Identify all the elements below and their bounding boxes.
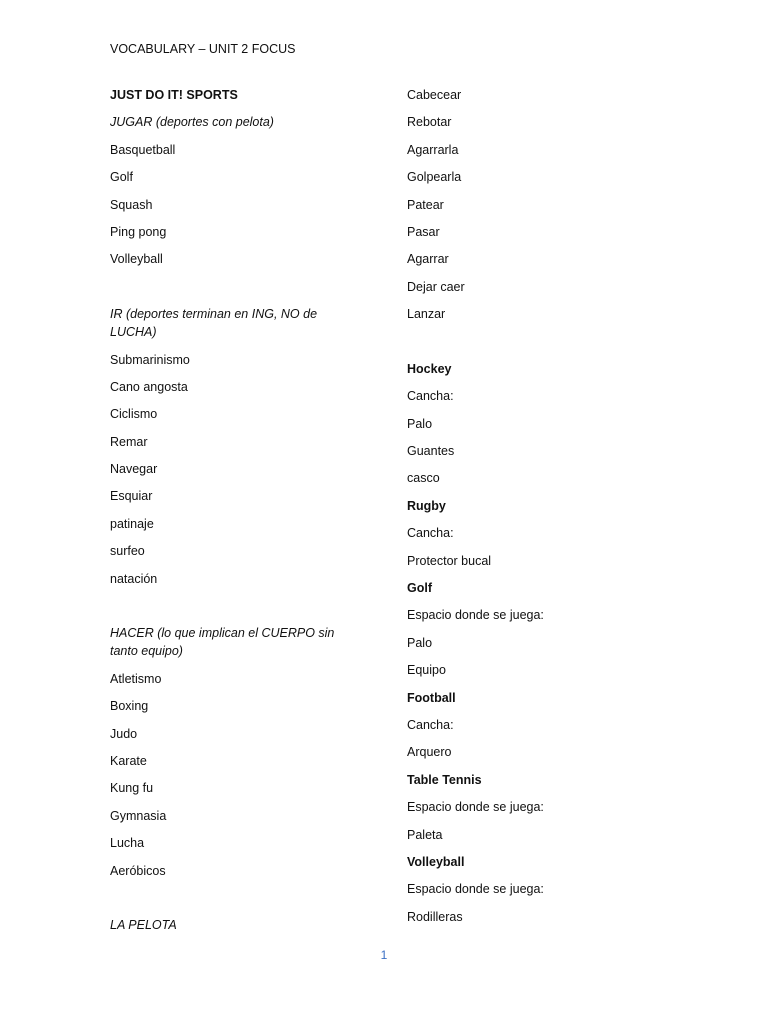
section-heading: Rugby (407, 498, 446, 513)
vocab-item: Protector bucal (407, 553, 492, 568)
vocab-item: Paleta (407, 827, 443, 842)
vocab-item: Cabecear (407, 88, 462, 102)
vocab-item: Guantes (407, 444, 455, 459)
section-heading: HACER (lo que implican el CUERPO sin tanto equipo) (110, 626, 335, 659)
vocab-item: Navegar (110, 462, 158, 477)
page-number: 1 (380, 948, 388, 962)
vocab-item: Basquetball (110, 142, 176, 157)
vocab-item: Pasar (407, 224, 440, 239)
vocab-item: Submarinismo (110, 352, 190, 367)
vocab-item: natación (110, 571, 158, 586)
vocab-item: Agarrarla (407, 142, 459, 157)
vocab-item: Lanzar (407, 307, 446, 322)
section-heading: Volleyball (407, 854, 465, 869)
vocab-item: Kung fu (110, 781, 154, 796)
vocab-item: Espacio donde se juega: (407, 608, 544, 623)
vocab-item: Arquero (407, 745, 452, 760)
section-heading: Hockey (407, 361, 452, 376)
vocab-item: patinaje (110, 516, 154, 531)
vocab-item: Atletismo (110, 671, 162, 686)
vocab-item: Espacio donde se juega: (407, 800, 544, 815)
vocab-item: Equipo (407, 663, 446, 678)
vocab-item: Golf (110, 170, 133, 185)
section-heading: JUGAR (deportes con pelota) (110, 115, 274, 130)
vocab-item: Ping pong (110, 224, 167, 239)
vocab-item: Espacio donde se juega: (407, 882, 544, 897)
vocab-item: Volleyball (110, 252, 163, 267)
vocab-item: casco (407, 471, 440, 486)
vocab-item: Golpearla (407, 170, 462, 185)
vocab-item: Ciclismo (110, 407, 158, 422)
vocab-item: Lucha (110, 836, 145, 851)
vocab-item: Esquiar (110, 489, 153, 504)
blank-line (110, 597, 345, 624)
vocab-item: Gymnasia (110, 808, 167, 823)
blank-line (110, 889, 345, 916)
section-heading: JUST DO IT! SPORTS (110, 88, 238, 102)
vocab-item: Cancha: (407, 717, 454, 732)
vocab-item: Palo (407, 635, 433, 650)
vocab-item: surfeo (110, 544, 145, 559)
vocab-item: Rebotar (407, 115, 452, 130)
section-heading: Golf (407, 581, 432, 596)
vocab-item: Squash (110, 197, 153, 212)
vocab-item: Cano angosta (110, 379, 188, 394)
section-heading: LA PELOTA (110, 918, 177, 933)
vocab-item: Judo (110, 726, 138, 741)
vocab-item: Patear (407, 197, 444, 212)
vocab-item: Karate (110, 753, 147, 768)
right-column (407, 86, 642, 935)
section-heading: Football (407, 690, 456, 705)
vocab-item: Agarrar (407, 252, 449, 267)
vocab-item: Cancha: (407, 526, 454, 541)
vocab-item: Dejar caer (407, 279, 465, 294)
blank-line (110, 278, 345, 305)
document-header: VOCABULARY – UNIT 2 FOCUS (110, 42, 296, 56)
vocab-item: Boxing (110, 699, 149, 714)
section-heading: Table Tennis (407, 772, 482, 787)
blank-line (407, 333, 642, 360)
vocab-item: Cancha: (407, 389, 454, 404)
left-column (110, 86, 345, 944)
vocab-item: Aeróbicos (110, 863, 166, 878)
vocab-item: Rodilleras (407, 909, 463, 924)
section-heading: IR (deportes terminan en ING, NO de LUCHA) (110, 307, 318, 340)
vocab-item: Palo (407, 416, 433, 431)
vocab-item: Remar (110, 434, 148, 449)
